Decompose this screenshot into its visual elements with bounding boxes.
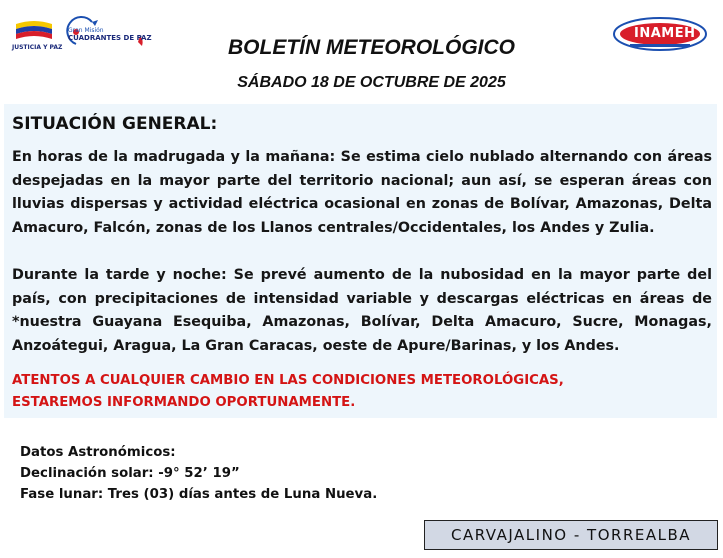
inameh-logo-text: INAMEH	[634, 26, 696, 41]
astronomical-heading: Datos Astronómicos:	[20, 445, 176, 460]
bulletin-title: BOLETÍN METEOROLÓGICO	[228, 36, 515, 59]
afternoon-forecast-paragraph: Durante la tarde y noche: Se prevé aumento de la nubosidad en la mayor parte del país, con precipitaciones de intensidad variable y descargas eléctricas en áreas de *nuestra Guayana Esequiba, Amazonas, Bolívar, Delta Amacuro, Sucre, Monagas, Anzoátegui, Aragua, La Gran Caracas, oeste de Apure/Barinas, y los Andes.	[12, 267, 712, 354]
solar-declination: Declinación solar: -9° 52’ 19”	[20, 466, 240, 481]
moon-phase: Fase lunar: Tres (03) días antes de Luna Nueva.	[20, 487, 378, 502]
general-situation-panel	[4, 104, 717, 418]
justice-peace-caption: JUSTICIA Y PAZ	[12, 44, 63, 51]
authors-signature-box: CARVAJALINO - TORREALBA	[424, 520, 718, 550]
alert-notice	[12, 370, 712, 414]
mission-line1: Gran Misión	[68, 27, 104, 34]
morning-forecast-paragraph: En horas de la madrugada y la mañana: Se estima cielo nublado alternando con áreas despejadas en la mayor parte del territorio nacional; aun así, se esperan áreas con lluvias dispersas y actividad eléctrica ocasional en zonas de Bolívar, Amazonas, Delta Amacuro, Falcón, zonas de los Llanos centrales/Occidentales, los Andes y Zulia.	[12, 149, 712, 236]
general-situation-heading: SITUACIÓN GENERAL:	[12, 114, 218, 134]
alert-line-1: ATENTOS A CUALQUIER CAMBIO EN LAS CONDICIONES METEOROLÓGICAS,	[12, 373, 564, 388]
astronomical-data	[20, 442, 377, 505]
bulletin-date: SÁBADO 18 DE OCTUBRE DE 2025	[237, 74, 506, 91]
alert-line-2: ESTAREMOS INFORMANDO OPORTUNAMENTE.	[12, 395, 356, 410]
mission-line2: CUADRANTES DE PAZ	[68, 34, 152, 42]
